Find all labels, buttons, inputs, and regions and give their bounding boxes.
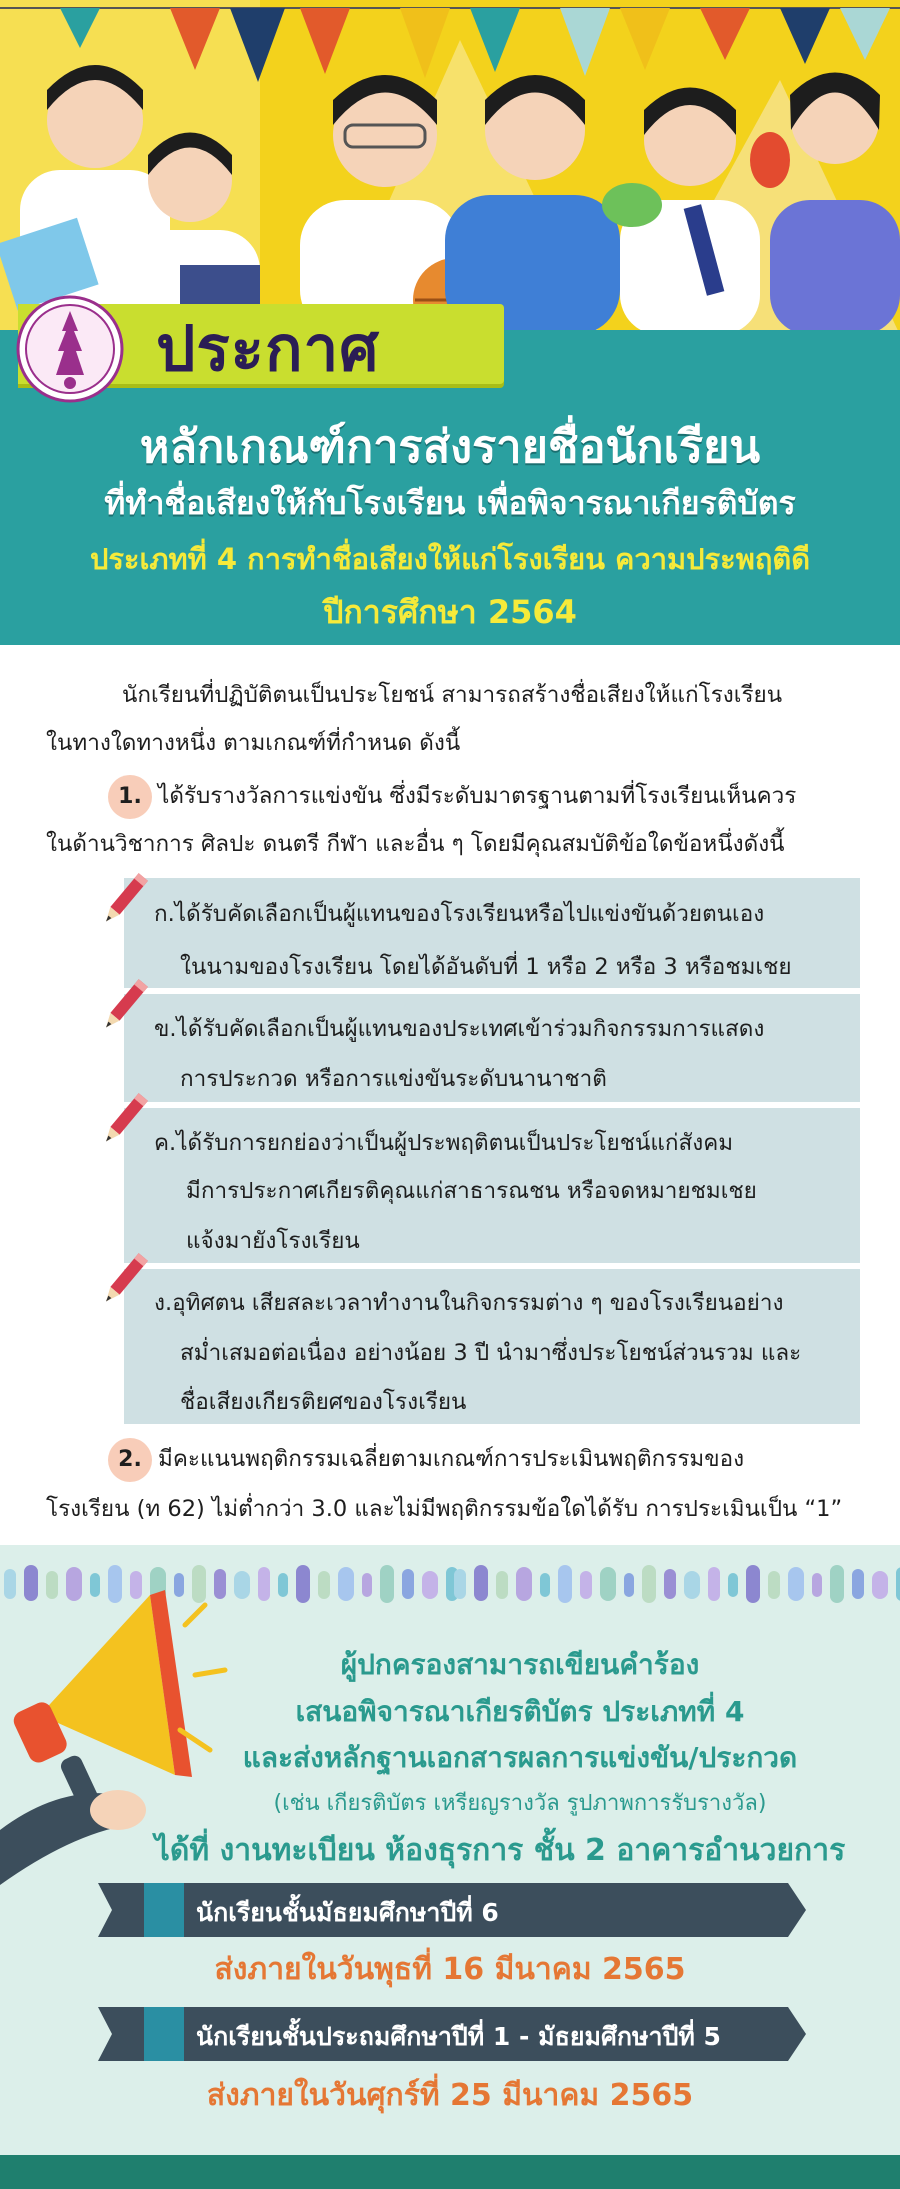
sub-item-2-line-2: การประกวด หรือการแข่งขันระดับนานาชาติ xyxy=(180,1066,607,1092)
notice-line-1: ผู้ปกครองสามารถเขียนคำร้อง xyxy=(340,1648,700,1681)
sub-item-4-line-2: สม่ำเสมอต่อเนื่อง อย่างน้อย 3 ปี นำมาซึ่งประโยชน์ส่วนรวม และ xyxy=(180,1340,802,1366)
deadline-group-2: นักเรียนชั้นประถมศึกษาปีที่ 1 - มัธยมศึกษาปีที่ 5 xyxy=(196,2022,721,2051)
intro-line-2: ในทางใดทางหนึ่ง ตามเกณฑ์ที่กำหนด ดังนี้ xyxy=(46,730,461,756)
intro-line-1: นักเรียนที่ปฏิบัติตนเป็นประโยชน์ สามารถสร้างชื่อเสียงให้แก่โรงเรียน xyxy=(122,682,783,708)
criterion-1-number: 1. xyxy=(108,775,152,819)
sub-item-3-line-2: มีการประกาศเกียรติคุณแก่สาธารณชน หรือจดหมายชมเชย xyxy=(186,1178,757,1204)
pencil-icon xyxy=(98,870,150,930)
criterion-1-line-2: ในด้านวิชาการ ศิลปะ ดนตรี กีฬา และอื่น ๆ โดยมีคุณสมบัติข้อใดข้อหนึ่งดังนี้ xyxy=(46,831,785,857)
sub-item-1-line-1: ก.ได้รับคัดเลือกเป็นผู้แทนของโรงเรียนหรือไปแข่งขันด้วยตนเอง xyxy=(154,901,765,927)
sub-item-4-line-3: ชื่อเสียงเกียรติยศของโรงเรียน xyxy=(180,1389,467,1415)
title-line-1: หลักเกณฑ์การส่งรายชื่อนักเรียน xyxy=(139,420,761,473)
notice-line-2: เสนอพิจารณาเกียรติบัตร ประเภทที่ 4 xyxy=(295,1695,745,1728)
criterion-1-line-1: ได้รับรางวัลการแข่งขัน ซึ่งมีระดับมาตรฐานตามที่โรงเรียนเห็นควร xyxy=(158,783,797,809)
deadline-group-1: นักเรียนชั้นมัธยมศึกษาปีที่ 6 xyxy=(196,1898,499,1927)
hero-illustration xyxy=(0,0,900,335)
hero-students-illustration xyxy=(0,0,900,335)
pencil-icon xyxy=(98,1250,150,1310)
deadline-date-2: ส่งภายในวันศุกร์ที่ 25 มีนาคม 2565 xyxy=(206,2078,694,2113)
sub-item-2-line-1: ข.ได้รับคัดเลือกเป็นผู้แทนของประเทศเข้าร่วมกิจกรรมการแสดง xyxy=(154,1016,765,1042)
footer-bar xyxy=(0,2155,900,2189)
sub-item-3-line-1: ค.ได้รับการยกย่องว่าเป็นผู้ประพฤติตนเป็นประโยชน์แก่สังคม xyxy=(154,1130,734,1156)
pencil-icon xyxy=(98,976,150,1036)
sub-item-3-line-3: แจ้งมายังโรงเรียน xyxy=(186,1228,360,1254)
sub-item-4-line-1: ง.อุทิศตน เสียสละเวลาทำงานในกิจกรรมต่าง ๆ ของโรงเรียนอย่าง xyxy=(154,1290,784,1316)
title-line-3: ประเภทที่ 4 การทำชื่อเสียงให้แก่โรงเรียน ความประพฤติดี xyxy=(89,542,811,576)
criterion-2-line-1: มีคะแนนพฤติกรรมเฉลี่ยตามเกณฑ์การประเมินพฤติกรรมของ xyxy=(158,1446,745,1472)
deadline-date-1: ส่งภายในวันพุธที่ 16 มีนาคม 2565 xyxy=(214,1952,686,1987)
sub-item-1-line-2: ในนามของโรงเรียน โดยได้อันดับที่ 1 หรือ 2 หรือ 3 หรือชมเชย xyxy=(180,954,792,980)
title-line-4: ปีการศึกษา 2564 xyxy=(323,593,577,631)
title-line-2: ที่ทำชื่อเสียงให้กับโรงเรียน เพื่อพิจารณาเกียรติบัตร xyxy=(104,484,796,522)
notice-line-4: (เช่น เกียรติบัตร เหรียญรางวัล รูปภาพการรับรางวัล) xyxy=(273,1791,767,1816)
notice-line-3: และส่งหลักฐานเอกสารผลการแข่งขัน/ประกวด xyxy=(242,1741,798,1774)
pencil-icon xyxy=(98,1090,150,1150)
notice-location: ได้ที่ งานทะเบียน ห้องธุรการ ชั้น 2 อาคารอำนวยการ xyxy=(154,1833,846,1868)
criterion-2-number: 2. xyxy=(108,1438,152,1482)
criterion-2-line-2: โรงเรียน (ท 62) ไม่ต่ำกว่า 3.0 และไม่มีพฤติกรรมข้อใดได้รับ การประเมินเป็น “1” xyxy=(46,1496,843,1522)
school-seal-icon xyxy=(16,295,124,403)
announce-heading: ประกาศ xyxy=(156,312,380,385)
